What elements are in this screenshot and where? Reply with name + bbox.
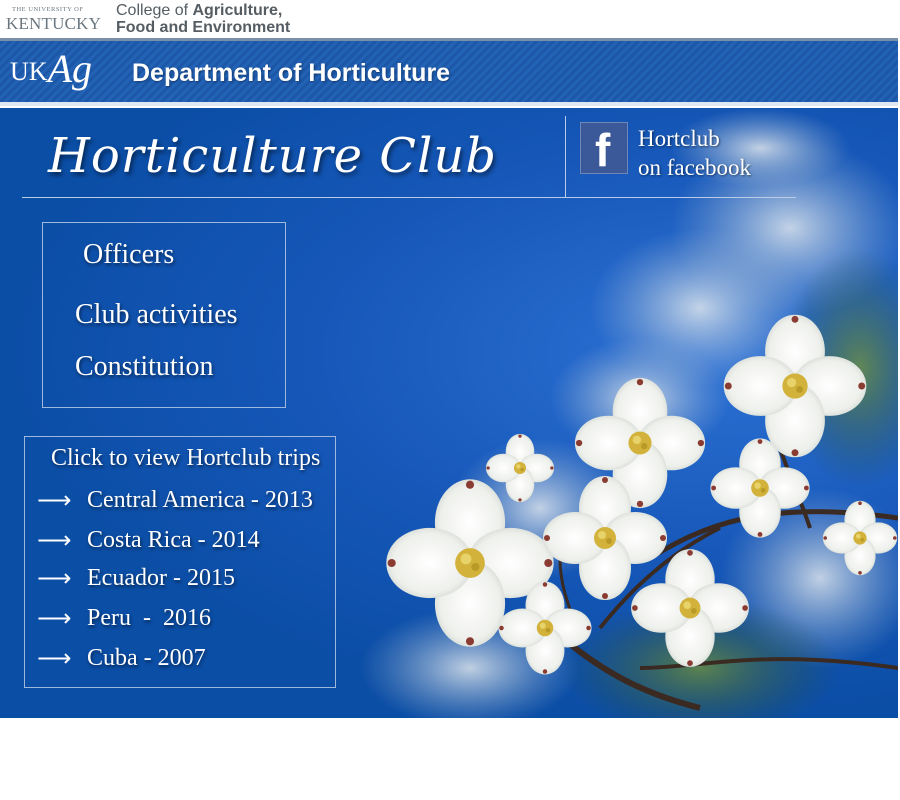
department-title[interactable]: Department of Horticulture — [132, 59, 451, 87]
ukag-logo-ag: Ag — [47, 46, 92, 91]
trip-label[interactable]: Cuba - 2007 — [87, 645, 206, 671]
title-divider — [565, 116, 566, 198]
facebook-icon-letter: f — [595, 124, 611, 176]
facebook-line2: on facebook — [638, 155, 752, 180]
arrow-right-icon: ⟶ — [37, 644, 72, 672]
trip-label[interactable]: Ecuador - 2015 — [87, 565, 235, 591]
college-agriculture: Agriculture, — [192, 2, 283, 19]
college-name-line1 — [116, 2, 290, 19]
university-of-kentucky-logo[interactable] — [4, 4, 108, 34]
arrow-right-icon: ⟶ — [37, 486, 72, 514]
facebook-icon[interactable] — [580, 122, 628, 174]
ukag-logo-uk: UK — [10, 57, 48, 86]
trips-heading: Click to view Hortclub trips — [51, 445, 321, 471]
hero-panel — [0, 108, 898, 718]
uk-logo-small-text: THE UNIVERSITY OF — [12, 6, 84, 13]
trip-label[interactable]: Peru - 2016 — [87, 605, 211, 631]
college-name[interactable] — [116, 2, 290, 36]
arrow-right-icon: ⟶ — [37, 564, 72, 592]
college-prefix: College of — [116, 2, 193, 19]
trips-box — [24, 436, 336, 688]
constitution-link[interactable]: Constitution — [75, 351, 214, 382]
title-underline — [22, 197, 796, 198]
arrow-right-icon: ⟶ — [37, 526, 72, 554]
facebook-link-text[interactable] — [638, 124, 751, 182]
university-header — [0, 0, 900, 38]
club-activities-link[interactable]: Club activities — [75, 299, 238, 330]
department-banner — [0, 38, 898, 106]
facebook-line1: Hortclub — [638, 126, 720, 151]
officers-link[interactable]: Officers — [83, 239, 175, 270]
uk-logo-wordmark: KENTUCKY — [6, 14, 102, 33]
trip-label[interactable]: Central America - 2013 — [87, 487, 313, 513]
arrow-right-icon: ⟶ — [37, 604, 72, 632]
trip-label[interactable]: Costa Rica - 2014 — [87, 527, 260, 553]
ukag-logo[interactable] — [10, 45, 92, 105]
college-name-line2: Food and Environment — [116, 19, 291, 36]
club-menu-box — [42, 222, 286, 408]
facebook-link[interactable] — [580, 122, 780, 182]
horticulture-club-title: Horticulture Club — [48, 128, 498, 184]
